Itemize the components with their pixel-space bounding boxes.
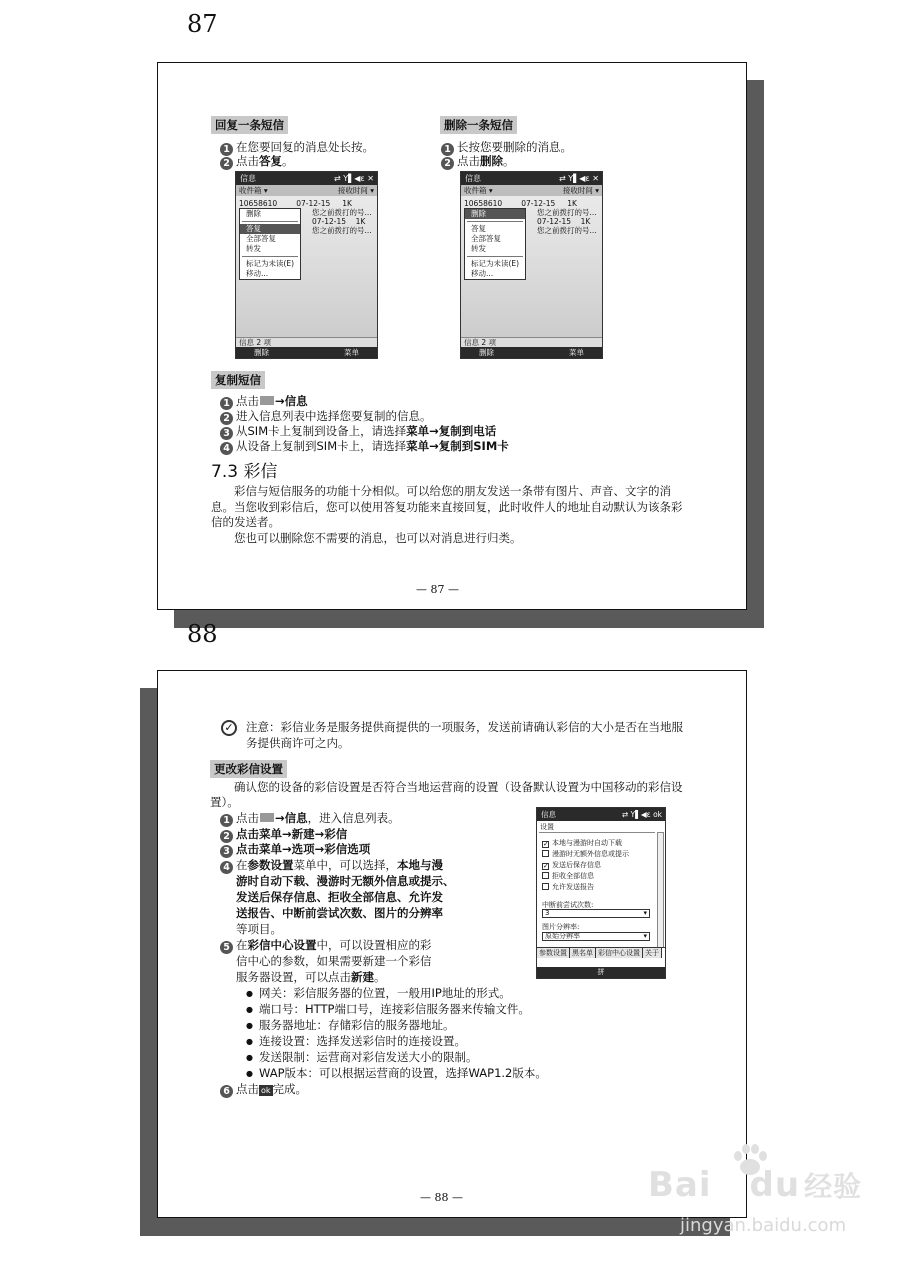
settings-option[interactable] — [542, 882, 629, 893]
checked-checkbox-icon[interactable]: ✓ — [543, 862, 549, 870]
copy-step-3: 3 从SIM卡上复制到设备上，请选择菜单→复制到电话 — [220, 424, 496, 440]
page-footer-87: — 87 — — [416, 583, 459, 596]
ok-icon: ok — [261, 1086, 271, 1095]
copy-step-1: 1 点击 →信息 — [220, 394, 308, 410]
reply-step-1: 1 在您要回复的消息处长按。 — [220, 140, 374, 156]
change-step-5-line-3: 服务器设置，可以点击新建。 — [236, 970, 386, 984]
settings-options — [542, 838, 629, 893]
mms-para-1-line-3: 信的发送者。 — [211, 515, 280, 529]
page-footer-88: — 88 — — [420, 1191, 463, 1204]
change-step-2: 2 点击菜单→新建→彩信 — [220, 827, 347, 843]
note-checkbox-icon: ✓ — [221, 720, 237, 736]
change-step-4-line-4: 送报告、中断前尝试次数、图片的分辨率 — [236, 906, 443, 920]
page-number-88: 88 — [187, 620, 218, 648]
unchecked-checkbox-icon[interactable] — [542, 883, 549, 890]
message-row: 10658610 07-12-15 1K — [239, 199, 352, 208]
settings-option-label: 拒收全部信息 — [552, 872, 594, 880]
copy-header: 复制短信 — [211, 371, 265, 389]
context-menu: 删除 答复 全部答复 转发 标记为未读(E) 移动... — [239, 208, 301, 280]
settings-option[interactable] — [542, 849, 629, 860]
unchecked-checkbox-icon[interactable] — [542, 850, 549, 857]
mms-para-1-line-2: 息。当您收到彩信后，您可以使用答复功能来直接回复，此时收件人的地址自动默认为该条彩 — [211, 500, 683, 514]
change-step-5: 5 在彩信中心设置中，可以设置相应的彩 — [220, 938, 432, 954]
change-step-4-line-3: 发送后保存信息、拒收全部信息、允许发 — [236, 890, 443, 904]
reply-header: 回复一条短信 — [211, 116, 288, 134]
change-step-4-line-5: 等项目。 — [236, 922, 282, 936]
reply-step-2: 2 点击答复。 — [220, 154, 294, 170]
watermark-url: jingyan.baidu.com — [680, 1215, 847, 1236]
delete-step-1: 1 长按您要删除的消息。 — [441, 140, 572, 156]
change-step-6: 6 点击 ok 完成。 — [220, 1082, 307, 1098]
bullet-wap: ● WAP版本：可以根据运营商的设置，选择WAP1.2版本。 — [246, 1066, 547, 1081]
bullet-connection: ● 连接设置：选择发送彩信时的连接设置。 — [246, 1034, 466, 1049]
bullet-limit: ● 发送限制：运营商对彩信发送大小的限制。 — [246, 1050, 477, 1065]
change-intro-line-1: 确认您的设备的彩信设置是否符合当地运营商的设置（设备默认设置为中国移动的彩信设 — [234, 780, 683, 794]
settings-option-label: 允许发送报告 — [552, 883, 594, 891]
note-line-2: 务提供商许可之内。 — [246, 736, 350, 750]
settings-option-label: 漫游时无额外信息或提示 — [552, 850, 629, 858]
change-step-4: 4 在参数设置菜单中，可以选择，本地与漫 — [220, 858, 443, 874]
delete-header: 删除一条短信 — [440, 116, 517, 134]
unchecked-checkbox-icon[interactable] — [542, 872, 549, 879]
change-step-1: 1 点击 →信息，进入信息列表。 — [220, 811, 400, 827]
baidu-watermark: Bai du 经验 — [648, 1165, 863, 1205]
note-line-1: 注意：彩信业务是服务提供商提供的一项服务，发送前请确认彩信的大小是否在当地服 — [246, 720, 683, 734]
mms-para-2: 您也可以删除您不需要的消息，也可以对消息进行归类。 — [234, 531, 522, 545]
copy-step-4: 4 从设备上复制到SIM卡上，请选择菜单→复制到SIM卡 — [220, 439, 509, 455]
bullet-gateway: ● 网关：彩信服务器的位置，一般用IP地址的形式。 — [246, 986, 511, 1001]
change-mms-header: 更改彩信设置 — [210, 760, 287, 778]
resolution-dropdown: 原始分辨率 ▾ — [542, 932, 650, 941]
retry-dropdown: 3 ▾ — [542, 909, 650, 918]
copy-step-2: 2 进入信息列表中选择您要复制的信息。 — [220, 409, 432, 425]
settings-option-label: 本地与漫游时自动下载 — [552, 839, 622, 847]
change-step-3: 3 点击菜单→选项→彩信选项 — [220, 842, 370, 858]
change-step-5-line-2: 信中心的参数，如果需要新建一个彩信 — [236, 954, 432, 968]
mms-settings-screenshot: 信息 ⇄ Y▌◀ε ok 设置 ✓ 本地与漫游时自动下载 漫游时无额外信息或提示 ✓ 发送后保存信息 拒收全部信息 允许发送报告 中断前尝试次数: 3 ▾ 图片分辨率: 原始分辨率 ▾ 参数设置 黑名单 彩信中心设置 关于 拼 — [536, 807, 666, 979]
settings-option[interactable] — [542, 871, 629, 882]
bullet-server: ● 服务器地址：存储彩信的服务器地址。 — [246, 1018, 454, 1033]
settings-tabs: 参数设置 黑名单 彩信中心设置 关于 — [537, 947, 665, 958]
change-step-4-line-2: 游时自动下载、漫游时无额外信息或提示、 — [236, 874, 455, 888]
page-88 — [157, 670, 747, 1218]
section-heading-7-3: 7.3 彩信 — [211, 462, 278, 482]
page-87 — [157, 62, 747, 610]
settings-option[interactable] — [542, 860, 629, 871]
page-number-87: 87 — [187, 10, 218, 38]
delete-step-2: 2 点击删除。 — [441, 154, 515, 170]
delete-phone-screenshot: 信息 ⇄ Y▌◀ε ✕ 收件箱 ▾ 接收时间 ▾ 10658610 07-12-15 1K 您之前拨打的号... 07-12-15 1K 您之前拨打的号... 删除 答复 全部答复 转发 标记为未读(E) 移动... 信息 2 项 删除 菜单 — [460, 171, 603, 359]
bullet-port: ● 端口号：HTTP端口号，连接彩信服务器来传输文件。 — [246, 1002, 530, 1017]
checked-checkbox-icon[interactable]: ✓ — [543, 840, 549, 848]
settings-option-label: 发送后保存信息 — [552, 861, 601, 869]
reply-phone-screenshot: 信息 ⇄ Y▌◀ε ✕ 收件箱 ▾ 接收时间 ▾ 10658610 07-12-15 1K 您之前拨打的号... 07-12-15 1K 您之前拨打的号... 删除 答复 全部答复 转发 标记为未读(E) 移动... 信息 2 项 删除 菜单 — [235, 171, 378, 359]
phone-title-bar: 信息 ⇄ Y▌◀ε ✕ — [236, 172, 377, 185]
mms-para-1-line-1: 彩信与短信服务的功能十分相似。可以给您的朋友发送一条带有图片、声音、文字的消 — [234, 484, 671, 498]
settings-option[interactable] — [542, 838, 629, 849]
change-intro-line-2: 置）。 — [210, 795, 239, 809]
